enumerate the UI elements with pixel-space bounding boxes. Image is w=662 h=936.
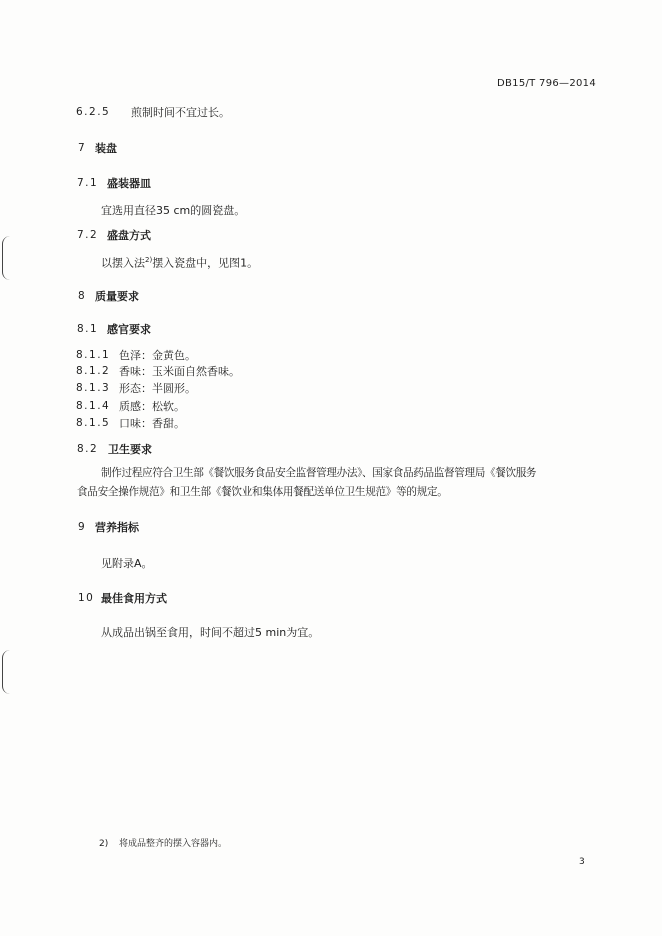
page-number: 3 bbox=[579, 857, 585, 867]
section-title: 盛盘方式 bbox=[107, 229, 151, 242]
section-number: 8.2 bbox=[77, 443, 99, 455]
chapter-number: 10 bbox=[78, 592, 95, 604]
chapter-number: 7 bbox=[78, 142, 87, 154]
scan-binding-mark-top bbox=[2, 236, 11, 280]
clause-text: 色泽：金黄色。 bbox=[119, 349, 196, 362]
paragraph-text: 摆入瓷盘中，见图1。 bbox=[152, 256, 259, 270]
footnote-reference: 2) bbox=[145, 256, 153, 264]
clause-number: 8.1.1 bbox=[76, 349, 111, 361]
paragraph-line: 食品安全操作规范》和卫生部《餐饮业和集体用餐配送单位卫生规范》等的规定。 bbox=[77, 486, 448, 498]
clause-text: 质感：松软。 bbox=[119, 400, 185, 413]
section-number: 8.1 bbox=[77, 323, 99, 335]
clause-number: 8.1.2 bbox=[76, 365, 111, 377]
clause-text: 口味：香甜。 bbox=[119, 417, 185, 430]
footnote-text: 将成品整齐的摆入容器内。 bbox=[119, 839, 228, 849]
section-title: 盛装器皿 bbox=[107, 177, 151, 190]
section-number: 7.1 bbox=[77, 177, 99, 189]
chapter-number: 8 bbox=[78, 290, 87, 302]
clause-text: 形态：半圆形。 bbox=[119, 382, 196, 395]
footnote-marker: 2) bbox=[99, 839, 109, 849]
clause-number: 8.1.3 bbox=[76, 382, 111, 394]
chapter-number: 9 bbox=[78, 521, 87, 533]
clause-number: 6.2.5 bbox=[76, 106, 111, 118]
chapter-title: 最佳食用方式 bbox=[101, 592, 167, 605]
paragraph bbox=[101, 257, 258, 269]
section-number: 7.2 bbox=[77, 229, 99, 241]
scan-binding-mark-bottom bbox=[2, 650, 11, 694]
clause-text: 香味：玉米面自然香味。 bbox=[119, 365, 240, 378]
paragraph-text: 以摆入法 bbox=[101, 256, 145, 270]
clause-number: 8.1.5 bbox=[76, 417, 111, 429]
paragraph: 宜选用直径35 cm的圆瓷盘。 bbox=[101, 204, 246, 217]
clause-number: 8.1.4 bbox=[76, 400, 111, 412]
paragraph-line: 制作过程应符合卫生部《餐饮服务食品安全监督管理办法》、国家食品药品监督管理局《餐饮服务 bbox=[101, 467, 537, 479]
document-code: DB15/T 796—2014 bbox=[497, 78, 596, 89]
chapter-title: 营养指标 bbox=[95, 521, 139, 534]
section-title: 感官要求 bbox=[107, 323, 151, 336]
clause-text: 煎制时间不宜过长。 bbox=[131, 106, 230, 119]
paragraph: 见附录A。 bbox=[101, 557, 153, 570]
section-title: 卫生要求 bbox=[108, 443, 152, 456]
chapter-title: 装盘 bbox=[95, 142, 117, 155]
paragraph: 从成品出锅至食用，时间不超过5 min为宜。 bbox=[101, 626, 320, 639]
chapter-title: 质量要求 bbox=[95, 290, 139, 303]
